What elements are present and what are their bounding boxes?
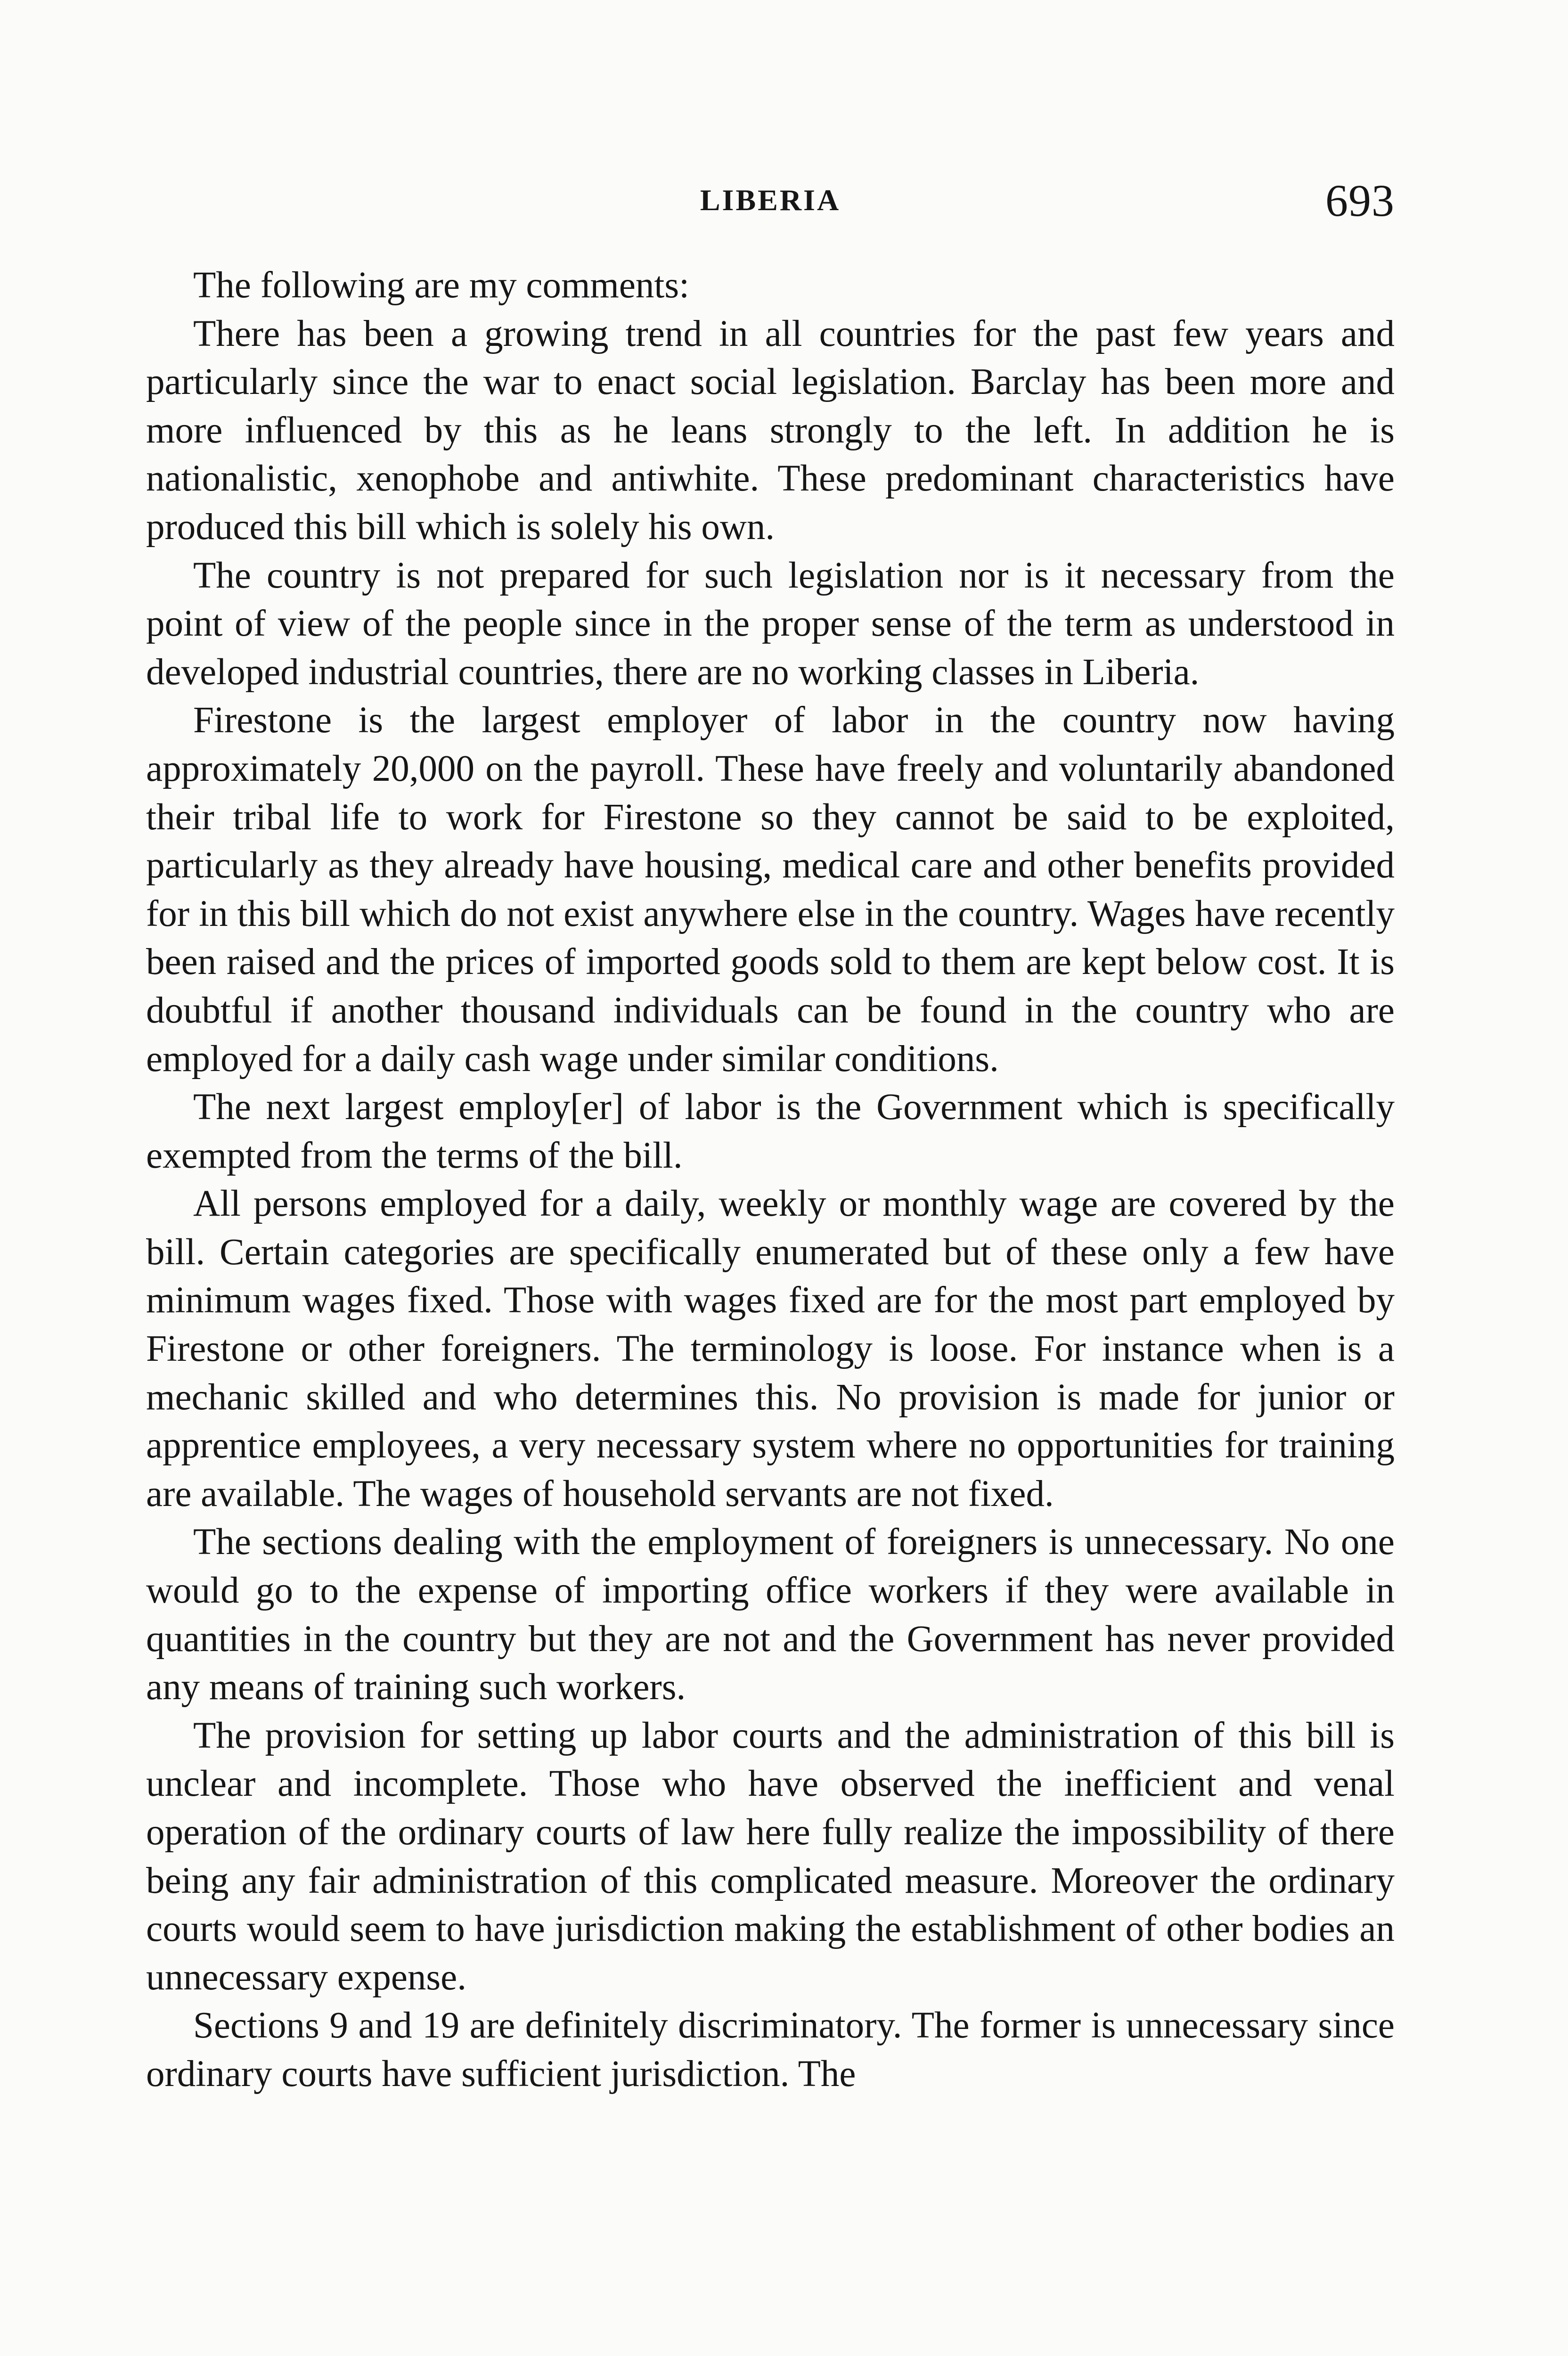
paragraph-social-legislation: There has been a growing trend in all countries for the past few years and particularly since the war to enact social legislation. Barclay has been more and more influenced by this as he leans strongly to the left. In addition he is nationalistic, xenophobe and antiwhite. These predominant characteristics have produced this bill which is solely his own. [146, 313, 1395, 548]
paragraph-comments-intro: The following are my comments: [193, 265, 690, 306]
paragraph-persons-covered: All persons employed for a daily, weekly or monthly wage are covered by the bill. Certain categories are specifically enumerated but of these only a few have minimum wages fixed. Those with wages fixed are for the most part employed by Firestone or other foreigners. The terminology is loose. For instance when is a mechanic skilled and who determines this. No provision is made for junior or apprentice employees, a very necessary system where no opportunities for training are available. The wages of household servants are not fixed. [146, 1183, 1395, 1514]
page-number: 693 [1325, 175, 1395, 226]
paragraph-labor-courts: The provision for setting up labor courts and the administration of this bill is unclear and incomplete. Those who have observed the inefficient and venal operation of the ordinary courts of law here fully realize the impossibility of there being any fair administration of this complicated measure. Moreover the ordinary courts would seem to have jurisdiction making the establishment of other bodies an unnecessary expense. [146, 1715, 1395, 1998]
running-title: LIBERIA [700, 183, 841, 217]
paragraph-firestone: Firestone is the largest employer of labor in the country now having approximately 20,000 on the payroll. These have freely and voluntarily abandoned their tribal life to work for Firestone so they cannot be said to be exploited, particularly as they already have housing, medical care and other benefits provided for in this bill which do not exist anywhere else in the country. Wages have recently been raised and the prices of imported goods sold to them are kept below cost. It is doubtful if another thousand individuals can be found in the country who are employed for a daily cash wage under similar conditions. [146, 700, 1395, 1080]
paragraph-country-not-prepared: The country is not prepared for such legislation nor is it necessary from the point of view of the people since in the proper sense of the term as understood in developed industrial countries, there are no working classes in Liberia. [146, 555, 1395, 693]
body-text [146, 262, 1395, 2099]
paragraph-sections-discriminatory: Sections 9 and 19 are definitely discriminatory. The former is unnecessary since ordinary courts have sufficient jurisdiction. The [146, 2005, 1395, 2094]
paragraph-government-employer: The next largest employ[er] of labor is the Government which is specifically exempted from the terms of the bill. [146, 1087, 1395, 1176]
paragraph-foreigners: The sections dealing with the employment of foreigners is unnecessary. No one would go to the expense of importing office workers if they were available in quantities in the country but they are not and the Government has never provided any means of training such workers. [146, 1522, 1395, 1708]
running-head [146, 174, 1395, 226]
